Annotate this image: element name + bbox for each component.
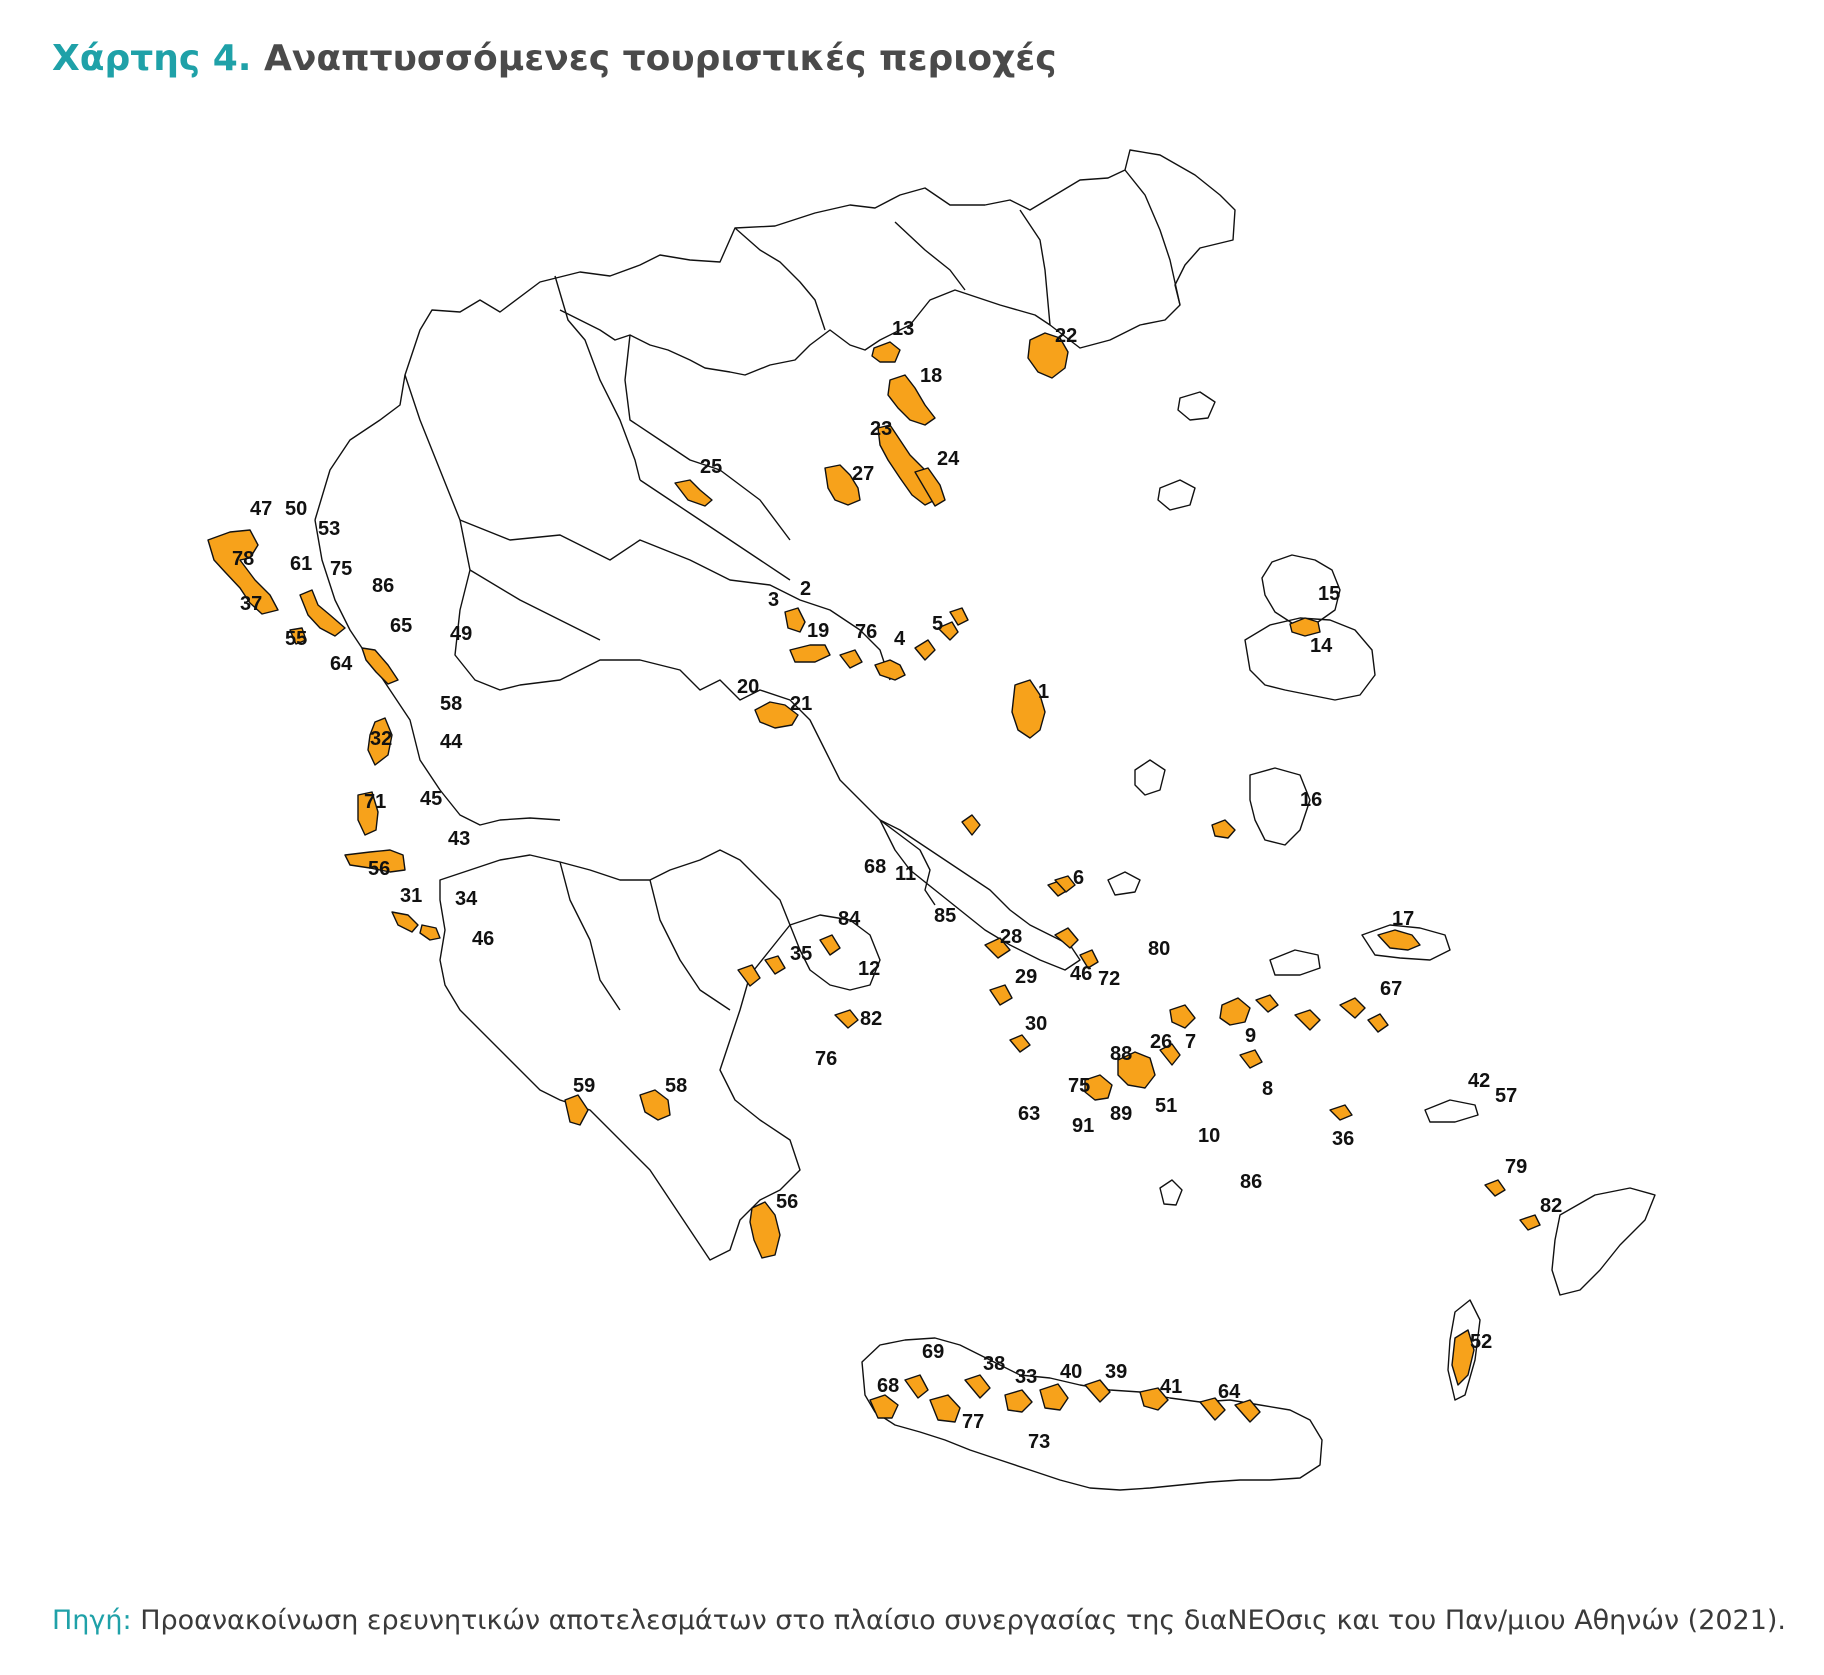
area-label: 89: [1110, 1103, 1133, 1125]
area-label: 25: [700, 456, 723, 478]
aegean-islet-outline: [1160, 1180, 1182, 1205]
area-label: 31: [400, 885, 423, 907]
area-label: 36: [1332, 1128, 1355, 1150]
area-label: 85: [934, 905, 957, 927]
border-line: [640, 480, 790, 580]
map-title-prefix: Χάρτης 4.: [52, 38, 252, 79]
tourist-area: [738, 965, 760, 986]
area-label: 40: [1060, 1361, 1083, 1383]
tourist-area: [990, 985, 1012, 1005]
area-label: 78: [232, 548, 255, 570]
border-line: [1020, 210, 1050, 325]
area-label: 34: [455, 888, 478, 910]
ikaria-outline: [1270, 950, 1320, 975]
tourist-area: [875, 660, 905, 680]
area-label: 86: [1240, 1171, 1263, 1193]
tourist-area: [965, 1375, 990, 1398]
area-label: 57: [1495, 1085, 1518, 1107]
tourist-area: [1170, 1005, 1195, 1028]
area-label: 21: [790, 693, 813, 715]
area-labels: [232, 318, 1562, 1453]
tourist-area: [392, 912, 418, 932]
area-label: 82: [860, 1008, 883, 1030]
border-line: [625, 335, 790, 540]
area-label: 55: [285, 628, 308, 650]
area-label: 20: [737, 676, 760, 698]
area-label: 73: [1028, 1431, 1051, 1453]
area-label: 24: [937, 448, 960, 470]
area-label: 43: [448, 828, 471, 850]
area-label: 45: [420, 788, 443, 810]
tourist-area: [420, 925, 440, 940]
area-label: 46: [1070, 963, 1093, 985]
source-prefix: Πηγή:: [52, 1605, 132, 1636]
tourist-area: [870, 1395, 898, 1418]
area-label: 76: [815, 1048, 838, 1070]
area-label: 38: [983, 1353, 1006, 1375]
area-label: 33: [1015, 1366, 1038, 1388]
area-label: 32: [370, 728, 393, 750]
tourist-area: [962, 815, 980, 835]
area-label: 27: [852, 463, 875, 485]
tourist-area: [840, 650, 862, 668]
tourist-area: [820, 935, 840, 955]
area-label: 88: [1110, 1043, 1133, 1065]
tourist-area: [765, 956, 785, 974]
area-label: 26: [1150, 1031, 1173, 1053]
area-label: 58: [665, 1075, 688, 1097]
area-label: 3: [768, 589, 780, 611]
tourist-area: [1368, 1014, 1388, 1032]
tourist-area: [1055, 928, 1078, 948]
tourist-area: [1220, 998, 1250, 1025]
area-label: 59: [573, 1075, 596, 1097]
area-label: 12: [858, 958, 881, 980]
thasos-outline: [1178, 392, 1215, 420]
area-label: 28: [1000, 926, 1023, 948]
area-label: 75: [1068, 1075, 1091, 1097]
area-label: 50: [285, 498, 308, 520]
border-line: [650, 880, 730, 1010]
rhodes-outline: [1552, 1188, 1655, 1295]
tourist-area: [1290, 618, 1320, 636]
tourist-area: [1235, 1400, 1260, 1422]
area-label: 44: [440, 731, 463, 753]
map-title-text: Αναπτυσσόμενες τουριστικές περιοχές: [264, 38, 1057, 79]
area-label: 53: [318, 518, 341, 540]
area-label: 86: [372, 575, 395, 597]
region-boundaries: [315, 150, 1655, 1490]
area-label: 72: [1098, 968, 1121, 990]
tourist-area: [1485, 1180, 1505, 1196]
area-label: 14: [1310, 635, 1333, 657]
tourist-area: [1010, 1035, 1030, 1052]
area-label: 64: [330, 653, 353, 675]
aegean-islet-outline: [1108, 872, 1140, 895]
area-label: 91: [1072, 1115, 1095, 1137]
tourist-area: [1005, 1390, 1032, 1412]
tourist-area: [362, 648, 398, 684]
area-label: 52: [1470, 1331, 1493, 1353]
tourist-area: [930, 1395, 960, 1422]
area-label: 42: [1468, 1070, 1491, 1092]
tourist-area: [565, 1095, 588, 1125]
area-label: 77: [962, 1411, 985, 1433]
tourist-area: [1378, 930, 1420, 950]
tourist-area: [1240, 1050, 1262, 1068]
border-line: [735, 228, 825, 330]
area-label: 15: [1318, 583, 1341, 605]
area-label: 6: [1073, 867, 1085, 889]
area-label: 56: [776, 1191, 799, 1213]
area-label: 2: [800, 578, 812, 600]
area-label: 65: [390, 615, 413, 637]
area-label: 75: [330, 558, 353, 580]
border-line: [1125, 170, 1180, 305]
area-label: 68: [877, 1375, 900, 1397]
area-label: 7: [1185, 1031, 1197, 1053]
tourist-area: [915, 640, 935, 660]
area-label: 63: [1018, 1103, 1041, 1125]
area-label: 61: [290, 553, 313, 575]
tourist-area: [790, 645, 830, 662]
source-text: Προανακοίνωση ερευνητικών αποτελεσμάτων στο πλαίσιο συνεργασίας της διαΝΕΟσις και του Παν/μιου Αθηνών (2021).: [140, 1605, 1787, 1636]
area-label: 22: [1055, 325, 1078, 347]
area-label: 67: [1380, 978, 1403, 1000]
area-label: 79: [1505, 1156, 1528, 1178]
area-label: 80: [1148, 938, 1171, 960]
area-label: 1: [1038, 681, 1050, 703]
tourist-area: [1340, 998, 1365, 1018]
area-label: 47: [250, 498, 273, 520]
tourist-area: [1256, 995, 1278, 1012]
area-label: 49: [450, 623, 473, 645]
border-line: [560, 862, 620, 1010]
tourist-area: [905, 1375, 928, 1398]
area-label: 29: [1015, 966, 1038, 988]
area-label: 35: [790, 943, 813, 965]
tourist-area: [1040, 1384, 1068, 1410]
tourist-area: [1295, 1010, 1320, 1030]
area-label: 10: [1198, 1125, 1221, 1147]
source-note: [52, 1605, 1786, 1636]
area-label: 13: [892, 318, 915, 340]
area-label: 58: [440, 693, 463, 715]
kos-outline: [1425, 1100, 1478, 1122]
border-line: [470, 570, 600, 640]
area-label: 56: [368, 858, 391, 880]
tourist-area: [835, 1010, 858, 1028]
area-label: 64: [1218, 1381, 1241, 1403]
area-label: 16: [1300, 789, 1323, 811]
area-label: 5: [932, 613, 944, 635]
area-label: 69: [922, 1341, 945, 1363]
area-label: 37: [240, 593, 263, 615]
area-label: 39: [1105, 1361, 1128, 1383]
tourist-area: [872, 342, 900, 362]
area-label: 11: [895, 863, 917, 885]
limnos-outline: [1158, 480, 1195, 510]
area-label: 8: [1262, 1078, 1274, 1100]
area-label: 84: [838, 908, 861, 930]
skyros-outline: [1135, 760, 1165, 795]
border-line: [895, 222, 965, 290]
area-label: 41: [1160, 1376, 1183, 1398]
area-label: 68: [864, 856, 887, 878]
area-label: 46: [472, 928, 495, 950]
area-label: 71: [364, 791, 387, 813]
tourist-area: [675, 480, 712, 506]
border-line: [555, 276, 640, 480]
tourist-area: [1212, 820, 1235, 838]
northern-greece-outline: [315, 150, 1235, 520]
tourist-area: [1330, 1105, 1352, 1120]
area-label: 23: [870, 418, 893, 440]
area-label: 82: [1540, 1195, 1563, 1217]
area-label: 17: [1392, 908, 1415, 930]
tourist-area: [1085, 1380, 1110, 1402]
area-label: 51: [1155, 1095, 1178, 1117]
peloponnese-outline: [440, 850, 800, 1260]
area-label: 19: [807, 620, 830, 642]
tourist-area: [1520, 1215, 1540, 1230]
area-label: 18: [920, 365, 943, 387]
area-label: 4: [894, 628, 906, 650]
area-label: 30: [1025, 1013, 1048, 1035]
tourist-area: [785, 608, 805, 632]
area-label: 76: [855, 621, 878, 643]
area-label: 9: [1245, 1025, 1257, 1047]
